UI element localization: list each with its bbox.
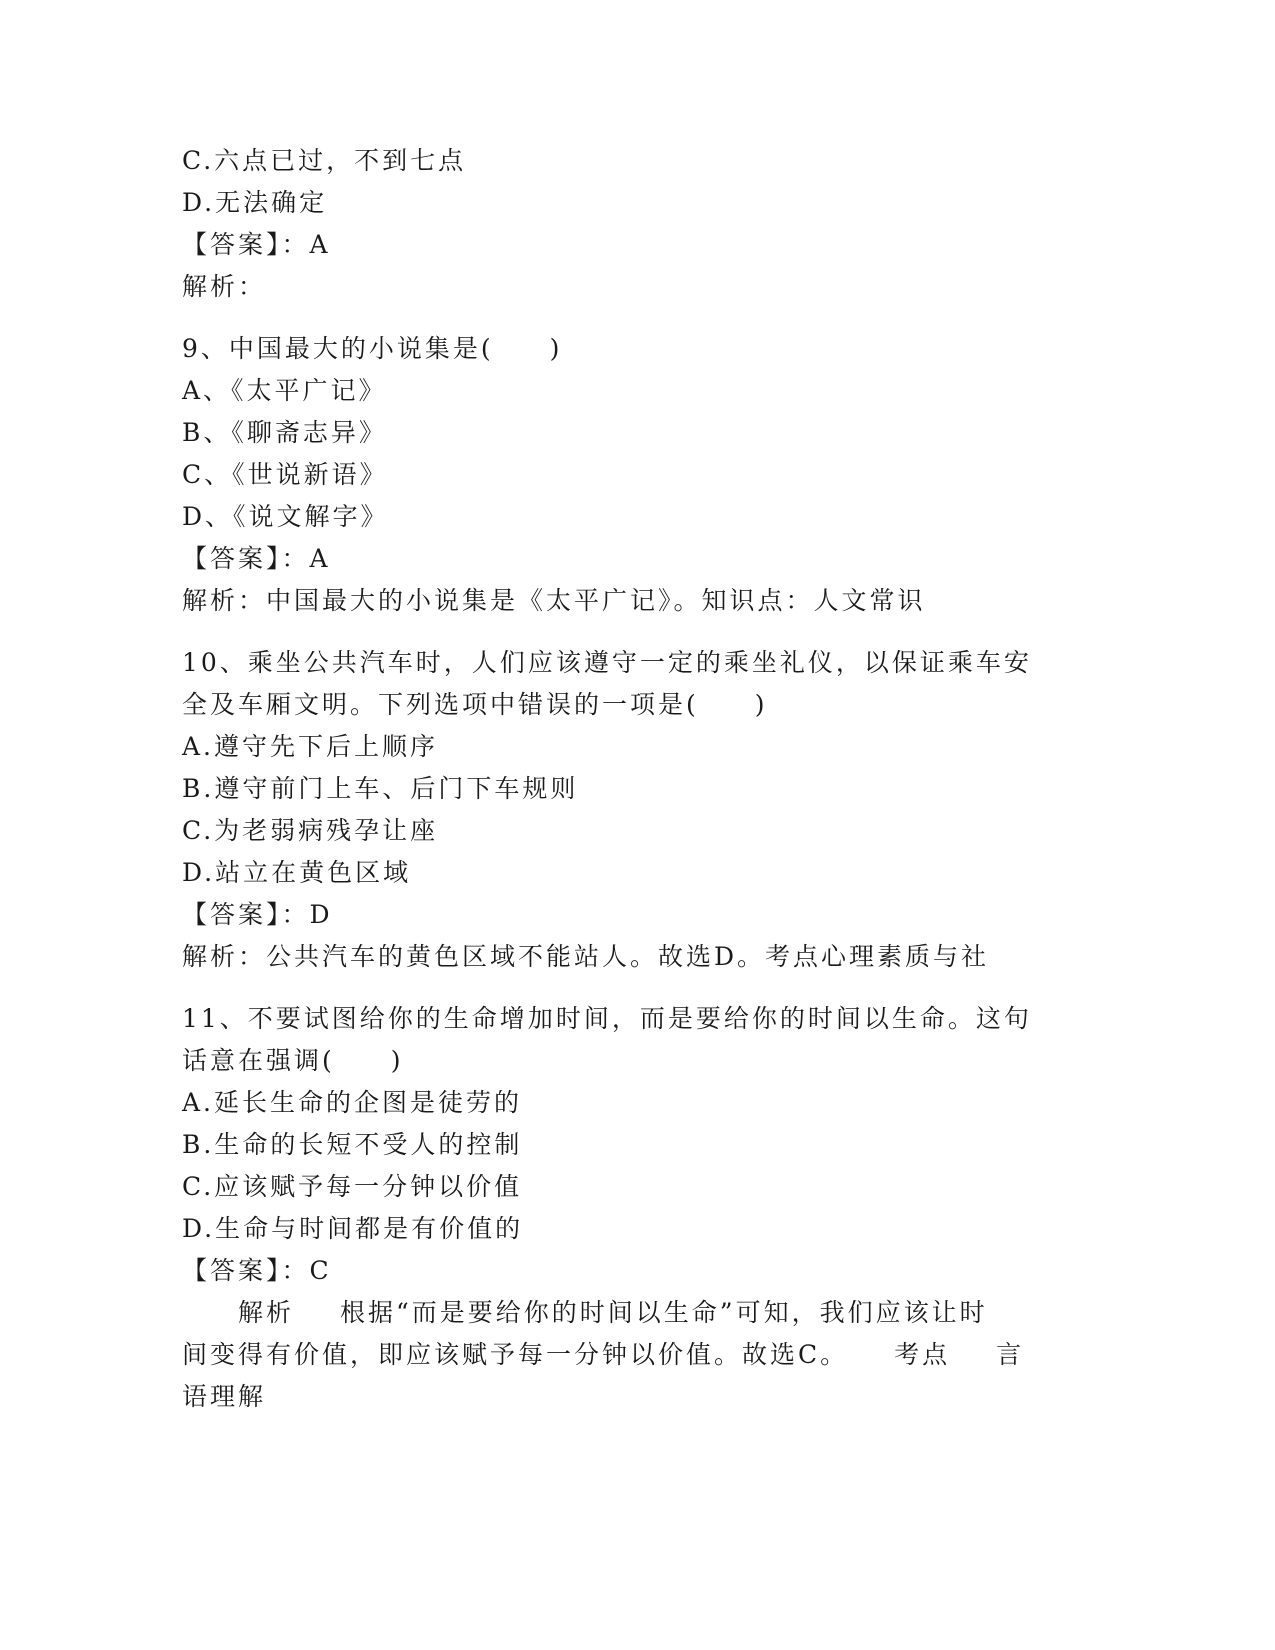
spacer xyxy=(182,622,1082,642)
q10-analysis: 解析：公共汽车的黄色区域不能站人。故选D。考点心理素质与社 xyxy=(182,942,990,971)
q10-question-line1: 10、乘坐公共汽车时，人们应该遵守一定的乘坐礼仪，以保证乘车安 xyxy=(182,648,1032,677)
q9-option-c: C、《世说新语》 xyxy=(182,460,388,489)
q11-option-c: C.应该赋予每一分钟以价值 xyxy=(182,1172,523,1201)
q9-question: 9、中国最大的小说集是( ) xyxy=(182,334,563,363)
q9-option-b: B、《聊斋志异》 xyxy=(182,418,387,447)
q11-analysis-line1 xyxy=(182,1292,1082,1334)
q11-answer: 【答案】：C xyxy=(182,1256,332,1285)
q10-option-c: C.为老弱病残孕让座 xyxy=(182,816,439,845)
q11-question-line1: 11、不要试图给你的生命增加时间，而是要给你的时间以生命。这句 xyxy=(182,1004,1032,1033)
q8-option-c: C.六点已过，不到七点 xyxy=(182,146,467,175)
q11-option-d: D.生命与时间都是有价值的 xyxy=(182,1214,524,1243)
q8-option-d: D.无法确定 xyxy=(182,188,328,217)
q10-question-line2: 全及车厢文明。下列选项中错误的一项是( ) xyxy=(182,690,768,719)
q11-analysis-line2 xyxy=(182,1334,1082,1376)
q11-analysis-line3: 语理解 xyxy=(182,1382,267,1411)
spacer xyxy=(182,308,1082,328)
q11-analysis-label: 解析 xyxy=(238,1298,295,1327)
q9-option-a: A、《太平广记》 xyxy=(182,376,387,405)
q11-analysis-text2: 间变得有价值，即应该赋予每一分钟以价值。故选C。 xyxy=(182,1340,849,1369)
q9-analysis: 解析：中国最大的小说集是《太平广记》。知识点：人文常识 xyxy=(182,586,926,615)
document-content xyxy=(182,140,1082,1418)
q8-answer: 【答案】：A xyxy=(182,230,331,259)
q11-analysis-text1: 根据“而是要给你的时间以生命”可知，我们应该让时 xyxy=(340,1298,988,1327)
q8-analysis: 解析： xyxy=(182,272,267,301)
q9-answer: 【答案】：A xyxy=(182,544,331,573)
q11-option-a: A.延长生命的企图是徒劳的 xyxy=(182,1088,523,1117)
q11-kaodian-text1: 言 xyxy=(996,1340,1025,1369)
spacer xyxy=(182,978,1082,998)
q10-answer: 【答案】：D xyxy=(182,900,333,929)
q10-option-d: D.站立在黄色区域 xyxy=(182,858,412,887)
q11-question-line2: 话意在强调( ) xyxy=(182,1046,404,1075)
q10-option-b: B.遵守前门上车、后门下车规则 xyxy=(182,774,579,803)
q10-option-a: A.遵守先下后上顺序 xyxy=(182,732,439,761)
q11-kaodian-label: 考点 xyxy=(894,1340,951,1369)
q11-option-b: B.生命的长短不受人的控制 xyxy=(182,1130,523,1159)
q9-option-d: D、《说文解字》 xyxy=(182,502,389,531)
